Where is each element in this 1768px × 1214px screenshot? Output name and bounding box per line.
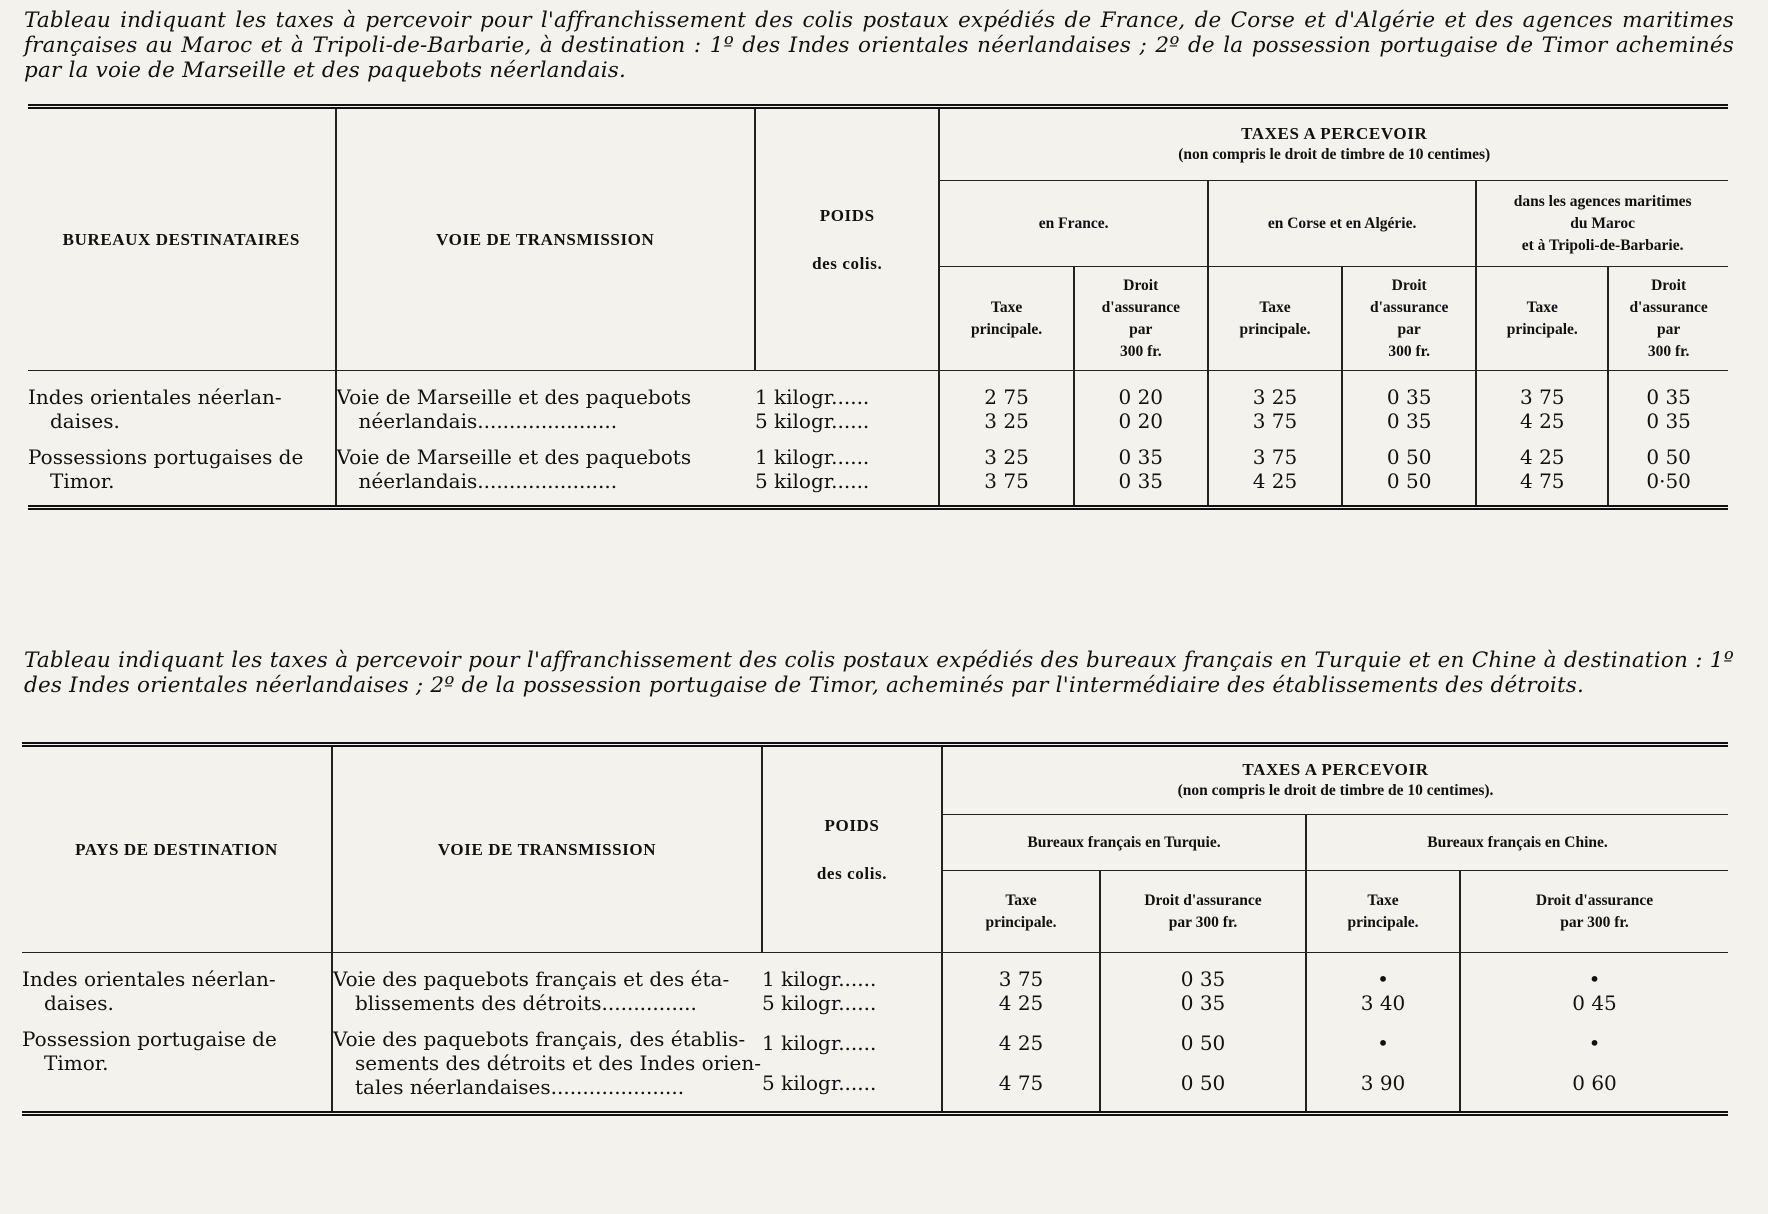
value: 4 75 (1520, 469, 1565, 493)
dest-line: Timor. (44, 1051, 109, 1075)
value-cell (1100, 953, 1306, 1024)
value-cell (1476, 441, 1608, 508)
droit-l4: 300 fr. (1388, 342, 1430, 360)
table-row (22, 1023, 1728, 1114)
value: 3 75 (1520, 385, 1565, 409)
value: 4 25 (1520, 445, 1565, 469)
group-header-france: en France. (939, 181, 1207, 267)
value: 0 35 (1180, 967, 1226, 991)
value-cell (1306, 1023, 1460, 1114)
value: 0·50 (1646, 469, 1691, 493)
weight-cell (755, 441, 940, 508)
value: 4 75 (998, 1071, 1044, 1095)
taxe-l1: Taxe (1259, 298, 1291, 316)
taxes-header (942, 745, 1728, 815)
value: 0 50 (1180, 1071, 1226, 1095)
weight-cell (762, 953, 942, 1024)
value: 3 25 (1252, 385, 1298, 409)
value: 0 45 (1572, 991, 1617, 1015)
dest-line: Possessions portugaises de (28, 445, 304, 469)
value-cell (1460, 953, 1728, 1024)
value: 0 50 (1386, 469, 1432, 493)
dest-line: Indes orientales néerlan- (28, 385, 282, 409)
value: 3 75 (998, 967, 1044, 991)
taxes-note: (non compris le droit de timbre de 10 centimes) (1178, 145, 1491, 163)
droit-l1: Droit d'assurance (1535, 891, 1654, 909)
route-line: néerlandais...................... (358, 409, 618, 433)
value-cell (1476, 371, 1608, 442)
weight-line: 1 kilogr...... (762, 967, 877, 991)
taxes-title: TAXES A PERCEVOIR (1242, 759, 1429, 779)
poids-label: POIDS (819, 205, 875, 225)
sub-header-droit (1074, 267, 1208, 371)
sub-header-taxe (1476, 267, 1608, 371)
taxe-l2: principale. (1239, 320, 1311, 338)
poids-label: POIDS (824, 815, 880, 835)
sub-header-droit (1342, 267, 1476, 371)
value-cell (1306, 953, 1460, 1024)
route-cell (336, 371, 755, 442)
value: 3 75 (984, 469, 1029, 493)
value: 3 40 (1360, 991, 1406, 1015)
table-row (22, 953, 1728, 1024)
value: 3 25 (984, 409, 1029, 433)
value: 4 25 (1520, 409, 1565, 433)
route-line: Voie de Marseille et des paquebots (336, 385, 692, 409)
value: 3 25 (984, 445, 1029, 469)
maroc-line3: et à Tripoli-de-Barbarie. (1521, 236, 1684, 254)
sub-header-taxe (1306, 871, 1460, 953)
taxe-l1: Taxe (1367, 891, 1399, 909)
value-cell (1608, 371, 1728, 442)
value: • (1588, 1031, 1601, 1055)
route-line: tales néerlandaises..................... (355, 1075, 685, 1099)
taxe-l2: principale. (985, 913, 1057, 931)
taxe-l1: Taxe (990, 298, 1023, 316)
route-line: Voie des paquebots français et des éta- (333, 967, 730, 991)
value-cell (1608, 441, 1728, 508)
group-header-corse: en Corse et en Algérie. (1208, 181, 1476, 267)
taxe-l2: principale. (971, 320, 1043, 338)
taxe-l2: principale. (1506, 320, 1578, 338)
value: 0 50 (1646, 445, 1691, 469)
value: 4 25 (998, 1031, 1044, 1055)
value: 3 75 (1252, 409, 1298, 433)
value: 3 75 (1252, 445, 1298, 469)
value: 0 50 (1180, 1031, 1226, 1055)
taxe-l1: Taxe (1526, 298, 1558, 316)
value: 4 25 (998, 991, 1044, 1015)
group-header-maroc (1476, 181, 1728, 267)
value: • (1377, 1031, 1389, 1055)
value-cell (1460, 1023, 1728, 1114)
value: 0 35 (1180, 991, 1226, 1015)
value: 0 35 (1118, 469, 1164, 493)
droit-l4: 300 fr. (1647, 342, 1690, 360)
sub-header-droit (1100, 871, 1306, 953)
value-cell (942, 953, 1100, 1024)
weight-line: 5 kilogr...... (762, 1071, 877, 1095)
group-header-turquie: Bureaux français en Turquie. (942, 815, 1306, 871)
value: 0 20 (1118, 385, 1164, 409)
weight-line: 1 kilogr...... (754, 445, 870, 469)
dest-line: Timor. (50, 469, 115, 493)
sub-header-taxe (939, 267, 1073, 371)
value: 0 35 (1386, 409, 1432, 433)
route-line: sements des détroits et des Indes orien- (355, 1051, 762, 1075)
dest-line: Possession portugaise de (22, 1027, 277, 1051)
table1-caption: Tableau indiquant les taxes à percevoir pour l'affranchissement des colis postaux expédiés de France, de Corse et d'Algérie et des agences maritimes françaises au Maroc et à Tripoli-de-Barbarie, à destination : 1º des Indes orientales néerlandaises ; 2º de la possession portugaise de Timor acheminés par la voie de Marseille et des paquebots néerlandais. (24, 8, 1734, 83)
taxe-l2: principale. (1347, 913, 1419, 931)
value: 0 35 (1646, 409, 1691, 433)
sub-header-droit (1460, 871, 1728, 953)
taxes-note: (non compris le droit de timbre de 10 centimes). (1177, 781, 1494, 799)
value-cell (1208, 441, 1342, 508)
value-cell (939, 441, 1073, 508)
value-cell (939, 371, 1073, 442)
maroc-line2: du Maroc (1570, 214, 1635, 232)
column-header-pays: PAYS DE DESTINATION (22, 745, 332, 953)
droit-l3: par (1657, 320, 1681, 338)
destination-cell (28, 371, 336, 442)
value-cell (1342, 441, 1476, 508)
value: • (1588, 967, 1601, 991)
colis-label: des colis. (816, 863, 888, 883)
value: 0 50 (1386, 445, 1432, 469)
sub-header-taxe (1208, 267, 1342, 371)
value: 0 60 (1572, 1071, 1617, 1095)
column-header-bureaux: BUREAUX DESTINATAIRES (28, 107, 336, 371)
tariff-table-turquie-chine (22, 742, 1728, 1116)
taxes-header (939, 107, 1728, 181)
weight-line: 5 kilogr...... (754, 409, 870, 433)
column-header-poids (755, 107, 940, 371)
weight-line: 5 kilogr...... (762, 991, 877, 1015)
droit-l1: Droit d'assurance (1144, 891, 1262, 909)
value: 4 25 (1252, 469, 1298, 493)
value: 0 35 (1646, 385, 1691, 409)
column-header-poids (762, 745, 942, 953)
value-cell (1074, 441, 1208, 508)
taxes-title: TAXES A PERCEVOIR (1241, 123, 1428, 143)
column-header-voie: VOIE DE TRANSMISSION (336, 107, 755, 371)
route-cell (332, 953, 762, 1024)
route-line: néerlandais...................... (358, 469, 618, 493)
droit-l2: d'assurance (1101, 298, 1180, 316)
destination-cell (22, 953, 332, 1024)
dest-line: daises. (50, 409, 120, 433)
taxe-l1: Taxe (1005, 891, 1037, 909)
maroc-line1: dans les agences maritimes (1513, 192, 1692, 210)
droit-l4: 300 fr. (1119, 342, 1162, 360)
table2-caption: Tableau indiquant les taxes à percevoir pour l'affranchissement des colis postaux expédiés des bureaux français en Turquie et en Chine à destination : 1º des Indes orientales néerlandaises ; 2º de la possession portugaise de Timor, acheminés par l'intermédiaire des établissements des détroits. (24, 648, 1734, 698)
group-header-chine: Bureaux français en Chine. (1306, 815, 1728, 871)
value-cell (1208, 371, 1342, 442)
droit-l1: Droit (1123, 276, 1159, 294)
dest-line: Indes orientales néerlan- (22, 967, 276, 991)
value-cell (942, 1023, 1100, 1114)
sub-header-taxe (942, 871, 1100, 953)
droit-l2: d'assurance (1629, 298, 1708, 316)
droit-l3: par (1397, 320, 1421, 338)
value: 0 35 (1118, 445, 1164, 469)
colis-label: des colis. (812, 253, 883, 273)
value: 2 75 (984, 385, 1029, 409)
value: 0 35 (1386, 385, 1432, 409)
weight-cell (762, 1023, 942, 1114)
droit-l3: par (1129, 320, 1153, 338)
droit-l1: Droit (1651, 276, 1687, 294)
value-cell (1100, 1023, 1306, 1114)
droit-l2: d'assurance (1369, 298, 1449, 316)
droit-l1: Droit (1391, 276, 1427, 294)
route-cell (336, 441, 755, 508)
destination-cell (22, 1023, 332, 1114)
tariff-table-france (28, 104, 1728, 510)
weight-line: 5 kilogr...... (754, 469, 870, 493)
droit-l2: par 300 fr. (1560, 913, 1629, 931)
value-cell (1342, 371, 1476, 442)
table-row (28, 441, 1728, 508)
column-header-voie: VOIE DE TRANSMISSION (332, 745, 762, 953)
droit-l2: par 300 fr. (1168, 913, 1238, 931)
weight-cell (755, 371, 940, 442)
value: 3 90 (1360, 1071, 1406, 1095)
route-line: blissements des détroits............... (355, 991, 697, 1015)
route-line: Voie des paquebots français, des établis- (333, 1027, 746, 1051)
sub-header-droit (1608, 267, 1728, 371)
dest-line: daises. (44, 991, 114, 1015)
value-cell (1074, 371, 1208, 442)
weight-line: 1 kilogr...... (754, 385, 870, 409)
table-row (28, 371, 1728, 442)
route-cell (332, 1023, 762, 1114)
weight-line: 1 kilogr...... (762, 1031, 877, 1055)
value: • (1377, 967, 1389, 991)
value: 0 20 (1118, 409, 1164, 433)
destination-cell (28, 441, 336, 508)
route-line: Voie de Marseille et des paquebots (336, 445, 692, 469)
